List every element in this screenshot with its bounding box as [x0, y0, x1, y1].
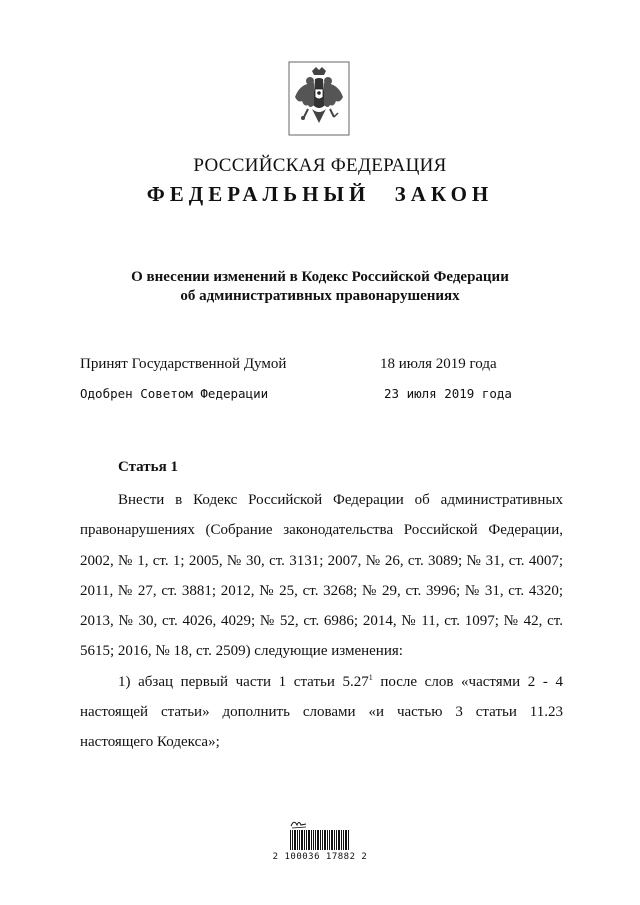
duma-adoption-date: 18 июля 2019 года: [380, 356, 497, 372]
article-heading: Статья 1: [118, 459, 178, 475]
council-approval-label: Одобрен Советом Федерации: [80, 386, 269, 401]
barcode-signature-mark: [290, 817, 308, 829]
article-item-1: [80, 667, 563, 758]
country-name: РОССИЙСКАЯ ФЕДЕРАЦИЯ: [193, 155, 447, 176]
law-subject-line-2: об административных правонарушениях: [180, 288, 460, 304]
item-1-superscript: 1: [368, 672, 373, 682]
law-subject: [0, 268, 640, 306]
article-paragraph-1: Внести в Кодекс Российской Федерации об административных правонарушениях (Собрание законодательства Российской Федерации, 2002, № 1, ст. 1; 2005, № 30, ст. 3131; 2007, № 26, ст. 3089; № 31, ст. 4007; 2011, № 27, ст. 3881; 2012, № 25, ст. 3268; № 29, ст. 3996; № 31, ст. 4320; 2013, № 30, ст. 4026, 4029; № 52, ст. 6986; 2014, № 11, ст. 1097; № 42, ст. 5615; 2016, № 18, ст. 2509) следующие изменения:: [80, 492, 563, 660]
item-1-text-before: 1) абзац первый части 1 статьи 5.27: [118, 673, 369, 690]
duma-adoption-label: Принят Государственной Думой: [80, 356, 287, 372]
barcode-number: 2 100036 17882 2: [272, 852, 368, 862]
item-1-text-after: после слов «частями 2 - 4 настоящей статьи» дополнить словами «и частью 3 статьи 11.23 настоящего Кодекса»;: [80, 673, 563, 751]
council-approval-date: 23 июля 2019 года: [384, 386, 512, 401]
law-type-title: ФЕДЕРАЛЬНЫЙ ЗАКОН: [146, 182, 494, 206]
law-subject-line-1: О внесении изменений в Кодекс Российской Федерации: [131, 269, 509, 285]
coat-of-arms-emblem: [288, 61, 350, 136]
article-body: [80, 485, 563, 758]
barcode-icon: [290, 830, 350, 850]
